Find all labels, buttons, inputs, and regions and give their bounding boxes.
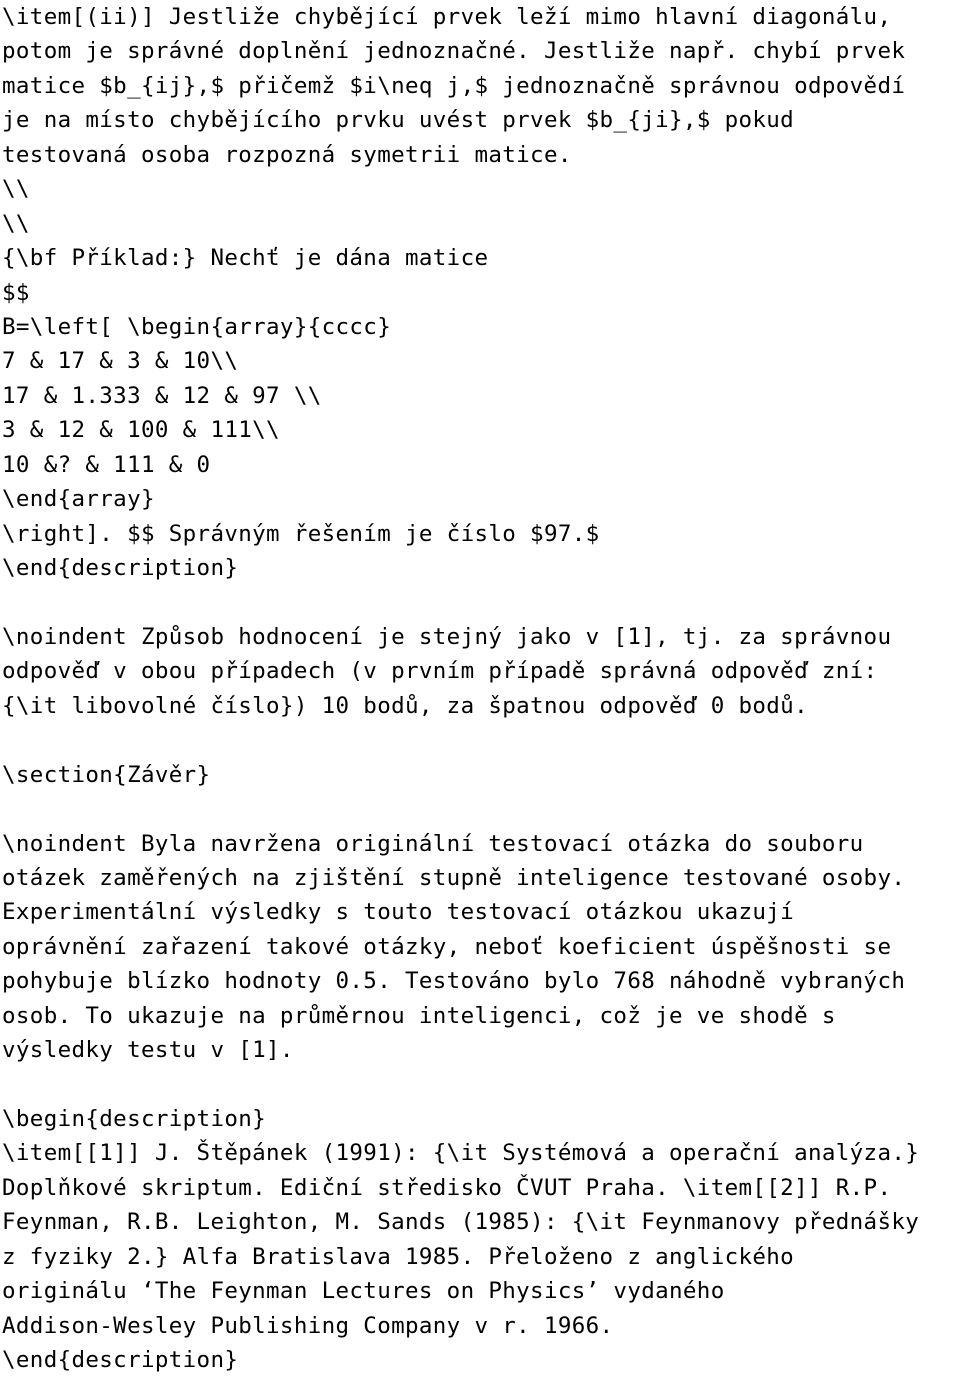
document-page [2,0,958,1378]
references-begin: \begin{description} [2,1106,267,1132]
text-line: pohybuje blízko hodnoty 0.5. Testováno bylo 768 náhodně vybraných [2,968,906,995]
text-line: oprávnění zařazení takové otázky, neboť koeficient úspěšnosti se [2,933,892,960]
matrix-begin: B=\left[ \begin{array}{cccc} [2,313,392,340]
text-line: osob. To ukazuje na průměrnou inteligenci, což je ve shodě s [2,1002,836,1029]
blank-line [2,585,958,619]
text-line: výsledky testu v [1]. [2,1037,294,1064]
text-line: testovaná osoba rozpozná symetrii matice. [2,141,572,168]
text-line: \item[(ii)] Jestliže chybějící prvek leží mimo hlavní diagonálu, [2,4,892,30]
text-line: \\ [2,176,30,203]
matrix-row: 7 & 17 & 3 & 10\\ [2,348,239,375]
text-line: \noindent Způsob hodnocení je stejný jako v [1], tj. za správnou [2,623,892,650]
text-line: otázek zaměřených na zjištění stupně inteligence testované osoby. [2,864,906,891]
blank-line [2,1068,958,1102]
reference-line: z fyziky 2.} Alfa Bratislava 1985. Přeloženo z anglického [2,1243,795,1270]
text-line: $$ [2,279,30,306]
text-line: potom je správné doplnění jednoznačné. Jestliže např. chybí prvek [2,38,906,65]
example-heading: {\bf Příklad:} Nechť je dána matice [2,245,489,272]
reference-line: Feynman, R.B. Leighton, M. Sands (1985): {\it Feynmanovy přednášky [2,1209,920,1236]
blank-line [2,723,958,757]
matrix-row: 3 & 12 & 100 & 111\\ [2,417,280,444]
reference-line: Doplňkové skriptum. Ediční středisko ČVUT Praha. \item[[2]] R.P. [2,1174,892,1201]
matrix-end: \end{array} [2,486,155,513]
reference-line: Addison-Wesley Publishing Company v r. 1966. [2,1312,614,1339]
text-line: \\ [2,210,30,237]
reference-line: \item[[1]] J. Štěpánek (1991): {\it Systémová a operační analýza.} [2,1140,920,1167]
blank-line [2,792,958,826]
text-line: \noindent Byla navržena originální testovací otázka do souboru [2,830,864,857]
text-line: je na místo chybějícího prvku uvést prvek $b_{ji},$ pokud [2,107,795,134]
text-line: {\it libovolné číslo}) 10 bodů, za špatnou odpověď 0 bodů. [2,692,808,719]
references-end: \end{description} [2,1347,239,1374]
matrix-row: 17 & 1.333 & 12 & 97 \\ [2,382,322,409]
text-line: odpověď v obou případech (v prvním případě správná odpověď zní: [2,658,878,685]
solution-line: \right]. $$ Správným řešením je číslo $97.$ [2,520,600,547]
reference-line: originálu ‘The Feynman Lectures on Physics’ vydaného [2,1278,725,1305]
matrix-row: 10 &? & 111 & 0 [2,451,211,478]
text-line: matice $b_{ij},$ přičemž $i\neq j,$ jednoznačně správnou odpovědí [2,72,906,99]
text-line: \end{description} [2,555,239,581]
section-heading: \section{Závěr} [2,761,211,788]
text-line: Experimentální výsledky s touto testovací otázkou ukazují [2,899,795,926]
